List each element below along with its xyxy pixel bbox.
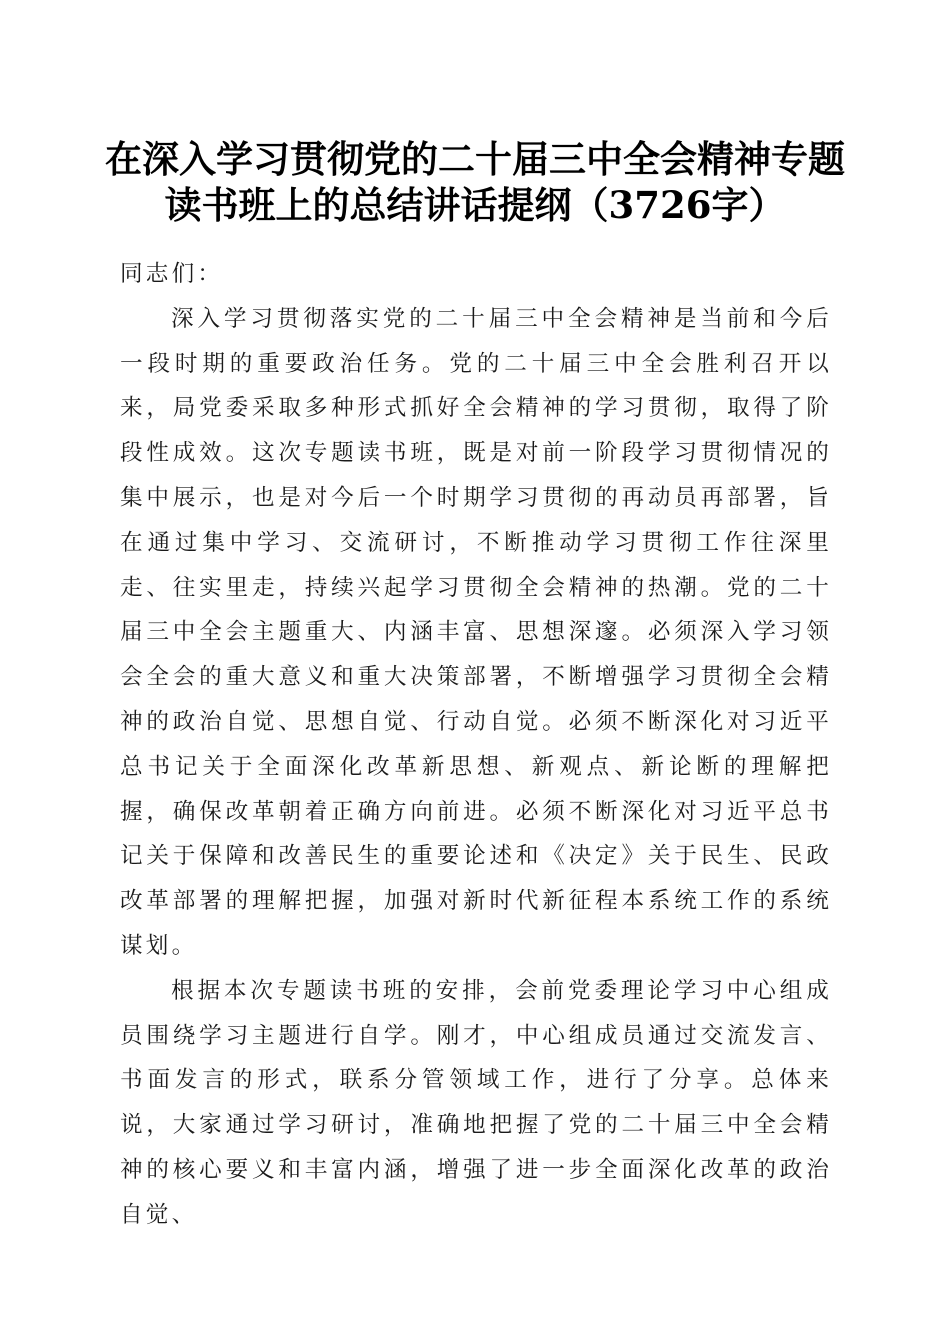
document-body bbox=[120, 252, 832, 1238]
greeting: 同志们： bbox=[120, 261, 224, 287]
title-line-2: 读书班上的总结讲话提纲（3726字） bbox=[164, 183, 786, 227]
paragraph-1: 深入学习贯彻落实党的二十届三中全会精神是当前和今后一段时期的重要政治任务。党的二十届三中全会胜利召开以来，局党委采取多种形式抓好全会精神的学习贯彻，取得了阶段性成效。这次专题读书班，既是对前一阶段学习贯彻情况的集中展示，也是对今后一个时期学习贯彻的再动员再部署，旨在通过集中学习、交流研讨，不断推动学习贯彻工作往深里走、往实里走，持续兴起学习贯彻全会精神的热潮。党的二十届三中全会主题重大、内涵丰富、思想深邃。必须深入学习领会全会的重大意义和重大决策部署，不断增强学习贯彻全会精神的政治自觉、思想自觉、行动自觉。必须不断深化对习近平总书记关于全面深化改革新思想、新观点、新论断的理解把握，确保改革朝着正确方向前进。必须不断深化对习近平总书记关于保障和改善民生的重要论述和《决定》关于民生、民政改革部署的理解把握，加强对新时代新征程本系统工作的系统谋划。 bbox=[120, 305, 832, 959]
paragraph-2: 根据本次专题读书班的安排，会前党委理论学习中心组成员围绕学习主题进行自学。刚才，中心组成员通过交流发言、书面发言的形式，联系分管领域工作，进行了分享。总体来说，大家通过学习研讨，准确地把握了党的二十届三中全会精神的核心要义和丰富内涵，增强了进一步全面深化改革的政治自觉、 bbox=[120, 977, 832, 1228]
title-line-1: 在深入学习贯彻党的二十届三中全会精神专题 bbox=[105, 137, 845, 181]
document-title bbox=[100, 136, 850, 228]
